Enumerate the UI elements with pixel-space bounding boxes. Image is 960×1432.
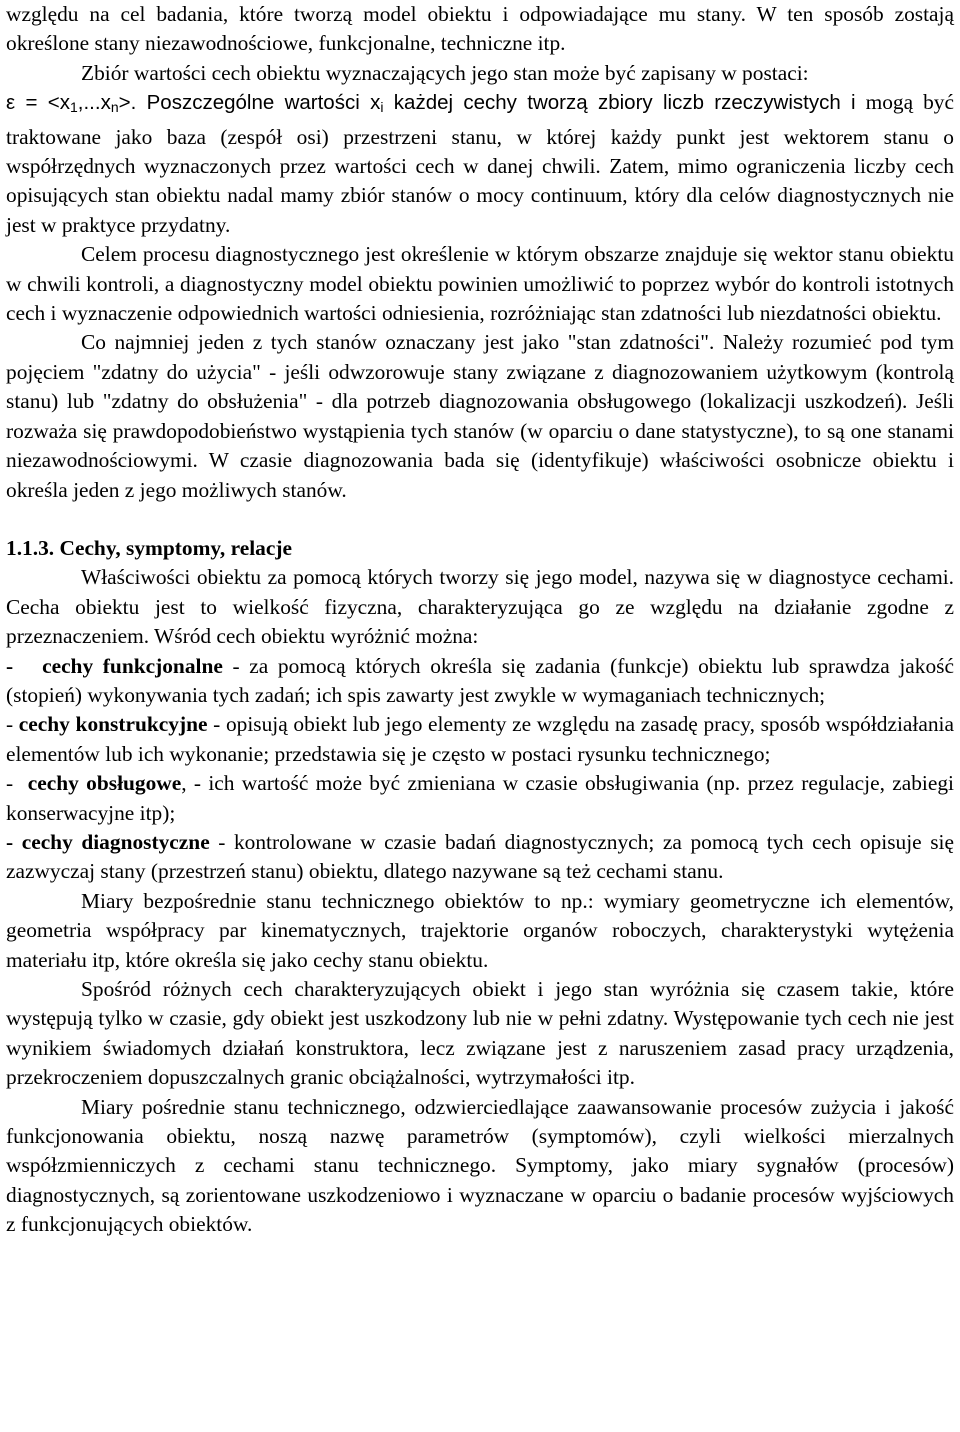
list-term: cechy diagnostyczne: [21, 829, 210, 854]
spacer: [6, 505, 954, 534]
list-term: cechy funkcjonalne: [42, 653, 223, 678]
paragraph-state-vector: [6, 59, 954, 240]
paragraph-direct-measures: Miary bezpośrednie stanu technicznego obiektów to np.: wymiary geometryczne ich elementów, geometria współpracy par kinematycznych, trajektorie organów roboczych, charakterystyki wytężenia materiału itp, które określa się jako cechy stanu obiektu.: [6, 888, 954, 972]
paragraph-diagnostic-goal: Celem procesu diagnostycznego jest określenie w którym obszarze znajduje się wektor stanu obiektu w chwili kontroli, a diagnostyczny model obiektu powinien umożliwić to poprzez wybór do kontroli istotnych cech i wyznaczenie odpowiednich wartości odniesienia, rozróżniając stan zdatności lub niezdatności obiektu.: [6, 242, 954, 326]
text-run: Zbiór wartości cech obiektu wyznaczających jego stan może być zapisany w postaci:: [81, 60, 809, 85]
section-heading: [6, 534, 954, 563]
text-run: mogą być traktowane jako baza (zespół osi) przestrzeni stanu, w której każdy punkt jest wektorem stanu o współrzędnych wyznaczonych przez wartości cech w danej chwili. Zatem, mimo ograniczenia liczby cech opisujących stan obiektu nadal mamy zbiór stanów o mocy continuum, który dla celów diagnostycznych nie jest w praktyce przydatny.: [6, 90, 954, 237]
paragraph-continued: względu na cel badania, które tworzą model obiektu i odpowiadające mu stany. W ten sposób zostają określone stany niezawodnościowe, funkcjonalne, techniczne itp.: [6, 2, 954, 56]
paragraph-states: Co najmniej jeden z tych stanów oznaczany jest jako "stan zdatności". Należy rozumieć pod tym pojęciem "zdatny do użycia" - jeśli odwzorowuje stany związane z diagnozowaniem użytkowym (kontrolą stanu) lub "zdatny do obsłużenia" - dla potrzeb diagnozowania obsługowego (lokalizacji uszkodzeń). Jeśli rozważa się prawdopodobieństwo wystąpienia tych stanów (w oparciu o dane statystyczne), to są one stanami niezawodnościowymi. W czasie diagnozowania bada się (identyfikuje) właściwości osobnicze obiektu i określa jeden z jego możliwych stanów.: [6, 330, 954, 502]
list-item-service: - cechy obsługowe, - ich wartość może być zmieniana w czasie obsługiwania (np. przez regulacje, zabiegi konserwacyjne itp);: [6, 771, 954, 825]
section-title: Cechy, symptomy, relacje: [59, 535, 292, 560]
section-number: 1.1.3.: [6, 535, 55, 560]
list-term: cechy konstrukcyjne: [18, 712, 208, 737]
list-term: cechy obsługowe: [27, 771, 182, 796]
paragraph-features-intro: Właściwości obiektu za pomocą których tworzy się jego model, nazywa się w diagnostyce cechami. Cecha obiektu jest to wielkość fizyczna, charakteryzująca go ze względu na działanie zgodne z przeznaczeniem. Wśród cech obiektu wyróżnić można:: [6, 565, 954, 649]
list-item-construction: - cechy konstrukcyjne - opisują obiekt lub jego elementy ze względu na zasadę pracy, sposób współdziałania elementów lub ich wykonanie; przedstawia się je często w postaci rysunku technicznego;: [6, 712, 954, 766]
list-item-diagnostic: - cechy diagnostyczne - kontrolowane w czasie badań diagnostycznych; za pomocą tych cech opisuje się zazwyczaj stany (przestrzeń stanu) obiektu, dlatego nazywane są też cechami stanu.: [6, 829, 954, 884]
paragraph-fault-features: Spośród różnych cech charakteryzujących obiekt i jego stan wyróżnia się czasem takie, które występują tylko w czasie, gdy obiekt jest uszkodzony lub nie w pełni zdatny. Występowanie tych cech nie jest wynikiem świadomych działań konstruktora, lecz związane jest z naruszeniem zasad pracy urządzenia, przekroczeniem dopuszczalnych granic obciążalności, wytrzymałości itp.: [6, 977, 954, 1090]
formula-epsilon: $\varepsilon = <x_1,...x_n>$.: [6, 91, 137, 116]
list-item-functional: - cechy funkcjonalne - za pomocą których określa się zadania (funkcje) obiektu lub sprawdza jakość (stopień) wykonywania tych zadań; ich spis zawarty jest zwykle w wymaganiach technicznych;: [6, 653, 954, 707]
text-run: Poszczególne wartości $x_i$ każdej cechy tworzą zbiory liczb rzeczywistych i: [136, 91, 856, 116]
paragraph-indirect-measures: Miary pośrednie stanu technicznego, odzwierciedlające zaawansowanie procesów zużycia i jakość funkcjonowania obiektu, noszą nazwę parametrów (symptomów), czyli wielkości mierzalnych współzmienniczych z cechami stanu technicznego. Symptomy, jako miary sygnałów (procesów) diagnostycznych, są zorientowane uszkodzeniowo i wyznaczane w oparciu o badanie procesów wyjściowych z funkcjonujących obiektów.: [6, 1094, 954, 1237]
